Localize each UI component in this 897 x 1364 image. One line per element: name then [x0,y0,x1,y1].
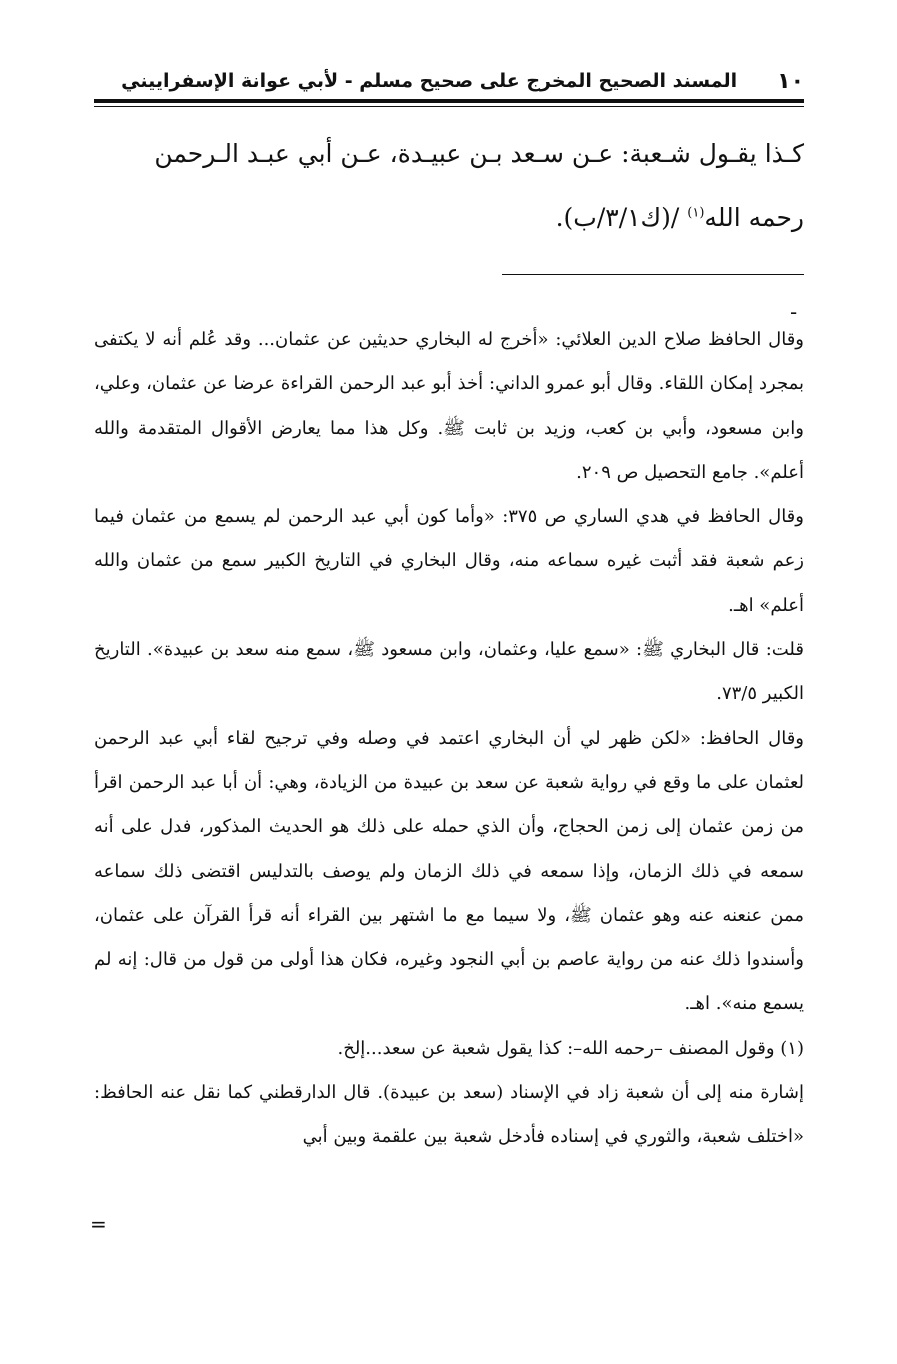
footnote-paragraph-hafiz: وقال الحافظ: «لكن ظهر لي أن البخاري اعتمد في وصله وفي ترجيح لقاء أبي عبد الرحمن لعثمان على ما وقع في رواية شعبة عن سعد بن عبيدة من الزيادة، وهي: أن أبا عبد الرحمن اقرأ من زمن عثمان إلى زمن الحجاج، وأن الذي حمله على ذلك هو الحديث المذكور، فدل على أنه سمعه في ذلك الزمان، وإذا سمعه في ذلك الزمان ولم يوصف بالتدليس اقتضى ذلك سماعه ممن عنعنه عنه وهو عثمان ﷺ، ولا سيما مع ما اشتهر بين القراء أنه قرأ القرآن على عثمان، وأسندوا ذلك عنه من رواية عاصم بن أبي النجود وغيره، فكان هذا أولى من قول من قال: إنه لم يسمع منه». اهـ. [94,727,804,1015]
main-line-2-text: رحمه الله [704,203,804,232]
main-line-1: كـذا يقـول شـعبة: عـن سـعد بـن عبيـدة، عـن أبي عبـد الـرحمن [154,139,804,168]
header-rule-thick [94,99,804,103]
manuscript-reference: /(ك٣/١/ب). [555,203,688,232]
footnote-marker: (١) [687,205,705,221]
running-title: المسند الصحيح المخرج على صحيح مسلم - لأبي عوانة الإسفراييني [121,70,738,92]
footnote-1-heading: (١) وقول المصنف –رحمه الله–: كذا يقول شعبة عن سعد...إلخ. [337,1037,804,1059]
page-header [94,64,804,98]
main-line-2 [94,186,804,250]
footnote-paragraph-qultu: قلت: قال البخاري ﷺ: «سمع عليا، وعثمان، وابن مسعود ﷺ، سمع منه سعد بن عبيدة». التاريخ الكبير ٧٣/٥. [94,639,804,705]
footnote-paragraph-daraqutni: إشارة منه إلى أن شعبة زاد في الإسناد (سعد بن عبيدة). قال الدارقطني كما نقل عنه الحافظ: «اختلف شعبة، والثوري في إسناده فأدخل شعبة بين علقمة وبين أبي [94,1082,804,1148]
continuation-equals: = [90,1212,107,1236]
continuation-hyphen: - [790,300,798,324]
header-rule-thin [94,106,804,107]
footnote-separator [502,274,804,275]
page-number: ١٠ [777,68,804,94]
footnotes [94,318,804,1160]
footnote-paragraph-hady: وقال الحافظ في هدي الساري ص ٣٧٥: «وأما كون أبي عبد الرحمن لم يسمع من عثمان فيما زعم شعبة فقد أثبت غيره سماعه منه، وقال البخاري في التاريخ الكبير سمع من عثمان والله أعلم» اهـ. [94,506,805,616]
footnote-paragraph-alai: وقال الحافظ صلاح الدين العلائي: «أخرج له البخاري حديثين عن عثمان... وقد عُلم أنه لا يكتفى بمجرد إمكان اللقاء. وقال أبو عمرو الداني: أخذ أبو عبد الرحمن القراءة عرضا عن عثمان، وعلي، وابن مسعود، وأبي بن كعب، وزيد بن ثابت ﷺ. وكل هذا مما يعارض الأقوال المتقدمة والله أعلم». جامع التحصيل ص ٢٠٩. [94,329,804,483]
main-text [94,122,804,250]
